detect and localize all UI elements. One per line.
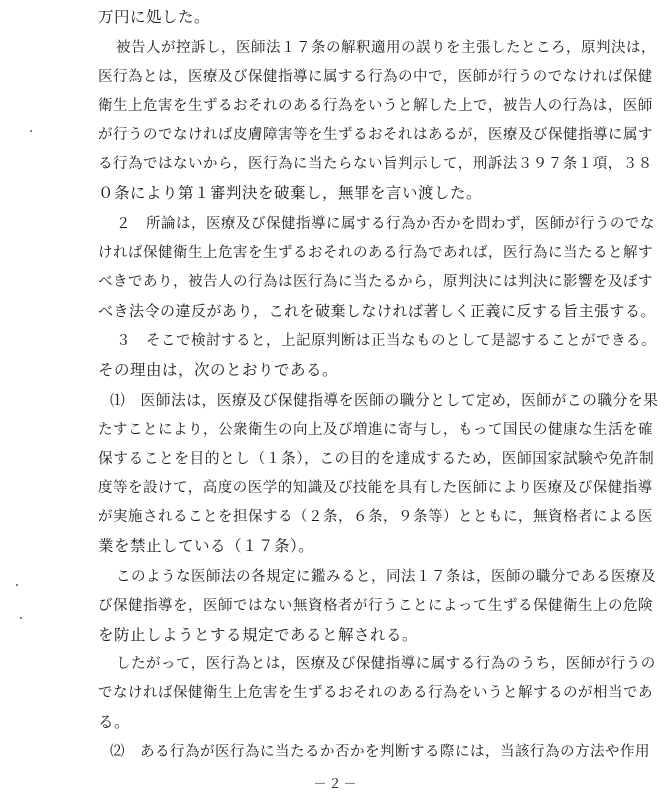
text-line-12: ３ そこで検討すると，上記原判断は正当なものとして是認することができる。 [116,333,656,349]
text-line-3: 医行為とは，医療及び保健指導に属する行為の中で，医師が行うのでなければ保健 [98,69,653,85]
text-line-19: 業を禁止している（１７条）。 [98,537,315,555]
scan-speck [20,617,22,619]
text-line-4: 衛生上危害を生ずるおそれのある行為をいうと解した上で，被告人の行為は，医師 [98,98,653,114]
text-line-21: び保健指導を，医師ではない無資格者が行うことによって生ずる保健衛生上の危険 [98,598,653,614]
scan-speck [30,130,32,132]
text-line-11: べき法令の違反があり，これを破棄しなければ著しく正義に反する旨主張する。 [98,302,657,320]
text-line-6: る行為ではないから，医行為に当たらない旨判示して，刑訴法３９７条１項，３８ [98,156,653,172]
text-line-25: る。 [98,713,131,731]
text-line-24: でなければ保健衛生上危害を生ずるおそれのある行為をいうと解するのが相当であ [98,685,653,701]
text-line-1: 万円に処した。 [98,8,211,26]
scan-speck [16,584,18,586]
text-line-2: 被告人が控訴し，医師法１７条の解釈適用の誤りを主張したところ，原判決は， [116,40,656,56]
text-line-8: ２ 所論は，医療及び保健指導に属する行為か否かを問わず，医師が行うのでな [116,216,655,232]
text-line-10: べきであり，被告人の行為は医行為に当たるから，原判決には判決に影響を及ぼす [98,274,653,290]
text-line-7: ０条により第１審判決を破棄し，無罪を言い渡した。 [98,184,483,202]
text-line-18: が実施されることを担保する（２条，６条，９条等）とともに，無資格者による医 [98,509,653,525]
text-line-20: このような医師法の各規定に鑑みると，同法１７条は，医師の職分である医療及 [116,569,656,585]
text-line-15: たすことにより，公衆衛生の向上及び増進に寄与し，もって国民の健康な生活を確 [98,422,653,438]
page-number: －２－ [313,777,359,792]
text-line-16: 保することを目的とし（１条），この目的を達成するため，医師国家試験や免許制 [98,450,655,467]
text-line-22: を防止しようとする規定であると解される。 [98,626,419,644]
text-line-26: ⑵ ある行為が医行為に当たるか否かを判断する際には，当該行為の方法や作用 [110,744,650,760]
text-line-17: 度等を設けて，高度の医学的知識及び技能を具有した医師により医療及び保健指導 [98,480,653,496]
text-line-9: ければ保健衛生上危害を生ずるおそれのある行為であれば，医行為に当たると解す [98,245,653,261]
text-line-5: が行うのでなければ皮膚障害等を生ずるおそれはあるが，医療及び保健指導に属す [98,127,653,143]
text-line-14: ⑴ 医師法は，医療及び保健指導を医師の職分として定め，医師がこの職分を果 [110,392,659,409]
text-line-13: その理由は，次のとおりである。 [98,361,339,379]
text-line-23: したがって，医行為とは，医療及び保健指導に属する行為のうち，医師が行うの [116,656,656,672]
